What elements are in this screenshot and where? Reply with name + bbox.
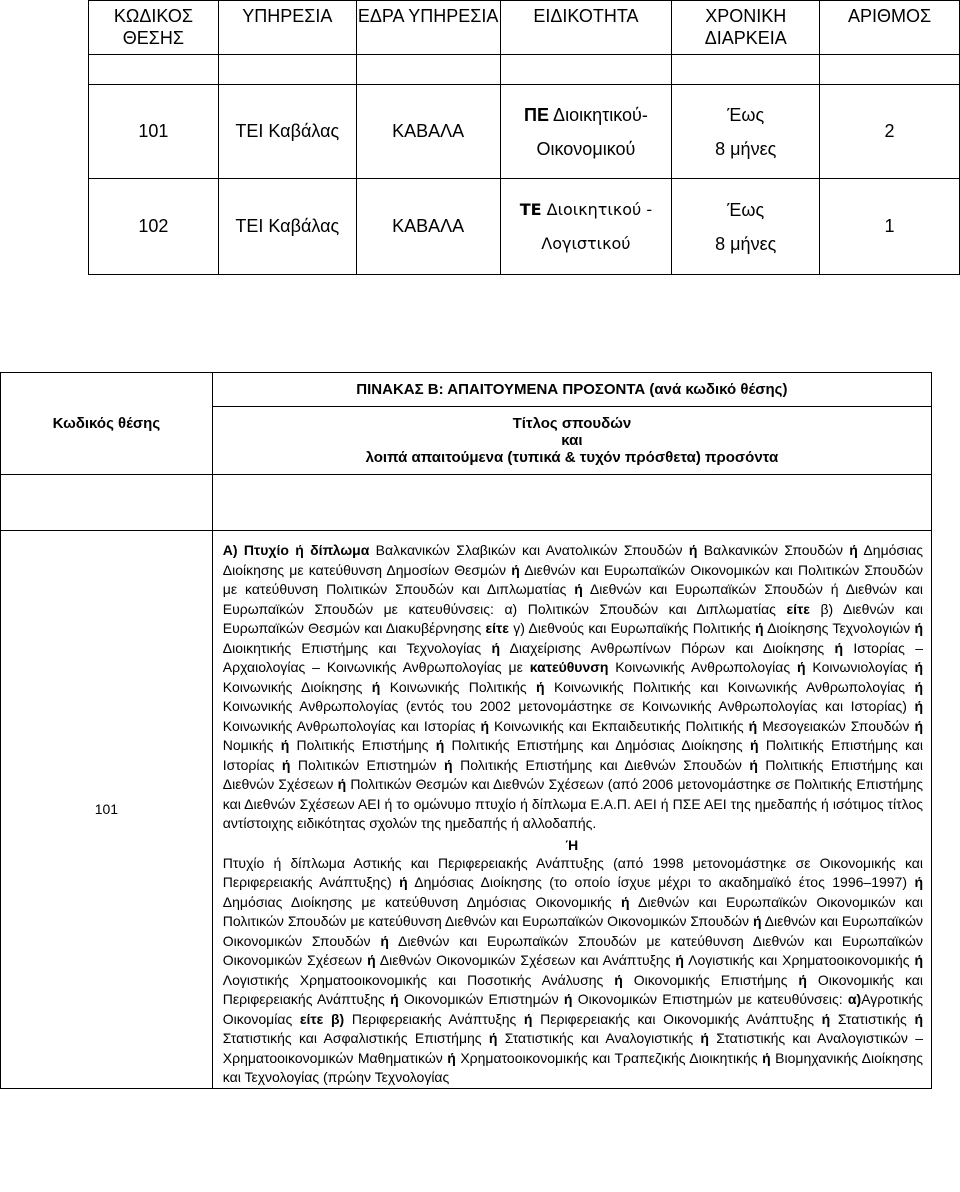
bold-text-run: ή (511, 561, 520, 578)
text-run: Οικονομικών Επιστημών με κατευθύνσεις: (572, 991, 848, 1007)
text-run: Διεθνών και Ευρωπαϊκών Οικονομικών και Πολιτικών Σπουδών με κατεύθυνση Διεθνών και Ευρωπαϊκών Οικονομικών Σπουδών (222, 893, 923, 929)
bold-text-run: ή (444, 756, 453, 773)
text-run: Κοινωνικής και Εκπαιδευτικής Πολιτικής (489, 717, 749, 734)
text-run: Πολιτικών Θεσμών και Διεθνών Σχέσεων (από 2006 μετονομάστηκε σε Πολιτικής Επιστήμης και Διεθνών Σχέσεων ΑΕΙ ή το ομώνυμο πτυχίο ή δίπλωμα Ε.Α.Π. ΑΕΙ ή ΠΣΕ ΑΕΙ της ημεδαπής ή ισότιμος τίτλος αντίστοιχης ειδικότητας σχολών της ημεδαπής ή αλλοδαπής. (222, 776, 923, 831)
bold-text-run: ή (337, 776, 347, 792)
text-run: γ) Διεθνούς και Ευρωπαϊκής Πολιτικής (508, 620, 756, 636)
text-run: Διεθνών και Ευρωπαϊκών Οικονομικών και Πολιτικών Σπουδών με κατεύθυνση Πολιτικών Σπουδών και Διπλωματίας (222, 561, 923, 597)
bold-text-run: ή (798, 971, 807, 988)
specialty-line-2: Λογιστικού (541, 233, 631, 253)
bold-text-run: ή (914, 952, 923, 968)
header-specialty: ΕΙΔΙΚΟΤΗΤΑ (500, 1, 672, 55)
bold-text-run: ή (914, 717, 924, 734)
bold-text-run: ή (914, 659, 924, 675)
bold-text-run: ή (762, 1049, 771, 1066)
bold-text-run: ή (914, 874, 924, 890)
blank-row (1, 475, 932, 531)
seat: ΚΑΒΑΛΑ (356, 179, 500, 275)
text-run: Στατιστικής και Ασφαλιστικής Επιστήμης (222, 1030, 489, 1046)
text-run: Οικονομικών Επιστημών (398, 991, 564, 1007)
text-run: Διεθνών και Ευρωπαϊκών Σπουδών ή Διεθνών και Ευρωπαϊκών Σπουδών με κατευθύνσεις: α) Πολιτικών Σπουδών και Διπλωματίας (222, 581, 923, 617)
text-run: Λογιστικής και Χρηματοοικονομικής (683, 952, 915, 968)
text-run: Πτυχίο ή δίπλωμα Αστικής και Περιφερειακής Ανάπτυξης (από 1998 μετονομάστηκε σε Οικονομικής και Περιφερειακής Ανάπτυξης) (222, 854, 923, 890)
text-run: Στατιστικής και Αναλογιστικών – Χρηματοοικονομικών Μαθηματικών (222, 1030, 923, 1066)
service: ΤΕΙ Καβάλας (218, 85, 356, 179)
bold-text-run: ή (480, 717, 490, 734)
text-run: β) Διεθνών και Ευρωπαϊκών Θεσμών και Διακυβέρνησης (222, 600, 923, 636)
duration (672, 179, 820, 275)
table-row (89, 85, 960, 179)
code-header: Κωδικός θέσης (1, 373, 213, 475)
table-title: ΠΙΝΑΚΑΣ Β: ΑΠΑΙΤΟΥΜΕΝΑ ΠΡΟΣΟΝΤΑ (ανά κωδικό θέσης) (212, 373, 931, 407)
text-run: Δημόσιας Διοίκησης με κατεύθυνση Δημόσιας Οικονομικής (222, 893, 621, 910)
text-run: Διοίκησης Τεχνολογιών (763, 620, 915, 636)
text-run: Κοινωνικής Πολιτικής και Κοινωνικής Ανθρωπολογίας (544, 678, 915, 695)
text-run: Νομικής (222, 737, 281, 753)
text-run: Στατιστικής (830, 1010, 915, 1027)
requirements-paragraph-b (213, 854, 931, 1088)
text-run: Δημόσιας Διοίκησης με κατεύθυνση Δημοσίων Θεσμών (222, 542, 924, 578)
header-service: ΥΠΗΡΕΣΙΑ (218, 1, 356, 55)
bold-text-run: ή (796, 659, 806, 675)
blank-row (89, 55, 960, 85)
subheader-line-1: Τίτλος σπουδών (512, 415, 632, 432)
bold-text-run: ή (447, 1049, 456, 1066)
text-run: Πολιτικής Επιστήμης και Διεθνών Σπουδών (452, 756, 750, 773)
bold-text-run: ή (748, 717, 758, 734)
duration-line-1: Έως (727, 104, 765, 125)
specialty-level: ΠΕ (524, 104, 550, 125)
text-run: Κοινωνικής Ανθρωπολογίας (608, 659, 797, 675)
duration-line-1: Έως (727, 199, 765, 220)
subheader-line-2: και (561, 432, 583, 449)
requirements-table (0, 372, 932, 1089)
specialty (500, 85, 672, 179)
bold-text-run: α) (847, 991, 862, 1007)
bold-text-run: ή (914, 698, 923, 714)
specialty-line-1: Διοικητικού- (553, 104, 648, 125)
bold-text-run: ή (399, 874, 408, 890)
requirements-paragraph-a (213, 531, 931, 834)
position-code: 101 (89, 85, 219, 179)
text-run: Κοινωνιολογίας (805, 659, 915, 675)
text-run: Πολιτικής Επιστήμης και Ιστορίας (222, 737, 924, 773)
specialty-line-2: Οικονομικού (536, 138, 636, 159)
bold-text-run: είτε β) (299, 1010, 345, 1027)
text-run: Διεθνών Οικονομικών Σχέσεων και Ανάπτυξης (375, 952, 676, 968)
count: 1 (820, 179, 960, 275)
bold-text-run: ή (536, 678, 545, 695)
text-run: Διαχείρισης Ανθρωπίνων Πόρων και Διοίκησης (500, 639, 835, 656)
bold-text-run: Α) Πτυχίο ή δίπλωμα (222, 542, 370, 558)
bold-text-run: ή (700, 1030, 709, 1046)
text-run: Πολιτικής Επιστήμης και Διεθνών Σχέσεων (222, 756, 923, 792)
bold-text-run: ή (749, 756, 758, 773)
bold-text-run: ή (281, 756, 291, 773)
specialty (500, 179, 672, 275)
title-subheader (212, 407, 931, 475)
text-run: Βιομηχανικής Διοίκησης και Τεχνολογίας (πρώην Τεχνολογίας (222, 1049, 923, 1085)
text-run: Μεσογειακών Σπουδών (757, 717, 915, 734)
text-run: Κοινωνικής Διοίκησης (222, 678, 372, 695)
header-count: ΑΡΙΘΜΟΣ (820, 1, 960, 55)
text-run: Κοινωνικής Πολιτικής (380, 678, 537, 695)
bold-text-run: ή (914, 620, 924, 636)
text-run: Λογιστικής Χρηματοοικονομικής και Ποσοτικής Ανάλυσης (222, 971, 615, 988)
table-row (89, 179, 960, 275)
bold-text-run: ή (523, 1010, 533, 1027)
table-row (1, 531, 932, 1089)
text-run: Οικονομικής και Περιφερειακής Ανάπτυξης (222, 971, 923, 1007)
text-run: Βαλκανικών Σλαβικών και Ανατολικών Σπουδών (369, 542, 689, 558)
text-run: Περιφερειακής και Οικονομικής Ανάπτυξης (532, 1010, 822, 1027)
bold-text-run: ή (488, 1030, 498, 1046)
bold-text-run: ή (834, 639, 844, 656)
text-run: Ιστορίας – Αρχαιολογίας – Κοινωνικής Ανθρωπολογίας με (222, 639, 923, 675)
subheader-line-3: λοιπά απαιτούμενα (τυπικά & τυχόν πρόσθετα) προσόντα (365, 449, 779, 466)
or-separator: Ή (565, 836, 579, 853)
text-run: Διεθνών και Ευρωπαϊκών Οικονομικών Σπουδών (222, 913, 924, 949)
position-code: 102 (89, 179, 219, 275)
bold-text-run: ή (688, 542, 698, 558)
text-run: Βαλκανικών Σπουδών (697, 542, 850, 558)
count: 2 (820, 85, 960, 179)
bold-text-run: ή (675, 952, 684, 968)
text-run: Πολιτικών Επιστημών (290, 756, 445, 773)
bold-text-run: ή (563, 991, 573, 1007)
bold-text-run: ή (821, 1010, 831, 1027)
specialty-level: ΤΕ (519, 199, 542, 219)
header-position-code: ΚΩΔΙΚΟΣ ΘΕΣΗΣ (89, 1, 219, 55)
bold-text-run: είτε (485, 620, 509, 636)
text-run: Στατιστικής και Αναλογιστικής (497, 1030, 701, 1046)
text-run: Πολιτικής Επιστήμης (289, 737, 436, 753)
bold-text-run: ή (755, 620, 764, 636)
bold-text-run: ή (849, 542, 858, 558)
bold-text-run: ή (280, 737, 290, 753)
bold-text-run: ή (574, 581, 583, 597)
bold-text-run: ή (371, 678, 381, 695)
bold-text-run: ή (620, 893, 630, 910)
bold-text-run: κατεύθυνση (529, 659, 609, 675)
text-run: Διοικητικής Επιστήμης και Τεχνολογίας (222, 639, 492, 656)
bold-text-run: είτε (786, 600, 810, 617)
requirements-text (212, 531, 931, 1089)
text-run: Αγροτικής Οικονομίας (222, 991, 923, 1027)
header-seat: ΕΔΡΑ ΥΠΗΡΕΣΙΑ (356, 1, 500, 55)
duration-line-2: 8 μήνες (715, 233, 777, 254)
bold-text-run: ή (614, 971, 623, 988)
service: ΤΕΙ Καβάλας (218, 179, 356, 275)
bold-text-run: ή (752, 913, 762, 929)
text-run: Πολιτικής Επιστήμης και Δημόσιας Διοίκησης (444, 737, 750, 753)
duration-line-2: 8 μήνες (715, 138, 777, 159)
text-run: Κοινωνικής Ανθρωπολογίας και Ιστορίας (222, 717, 481, 734)
positions-table (88, 0, 960, 275)
bold-text-run: ή (380, 932, 389, 949)
bold-text-run: ή (914, 678, 923, 695)
bold-text-run: ή (914, 1010, 923, 1027)
bold-text-run: ή (749, 737, 759, 753)
text-run: Κοινωνικής Ανθρωπολογίας (εντός του 2002 μετονομάστηκε σε Κοινωνικής Ανθρωπολογίας και Ιστορίας) (222, 698, 915, 714)
header-duration: ΧΡΟΝΙΚΗ ΔΙΑΡΚΕΙΑ (672, 1, 820, 55)
bold-text-run: ή (435, 737, 445, 753)
bold-text-run: ή (390, 991, 399, 1007)
text-run: Οικονομικής Επιστήμης (622, 971, 799, 988)
position-code: 101 (1, 531, 213, 1089)
duration (672, 85, 820, 179)
bold-text-run: ή (367, 952, 376, 968)
text-run: Δημόσιας Διοίκησης (το οποίο ίσχυε μέχρι το ακαδημαϊκό έτος 1996–1997) (407, 874, 915, 890)
text-run: Περιφερειακής Ανάπτυξης (344, 1010, 524, 1027)
text-run: Διεθνών και Ευρωπαϊκών Σπουδών με κατεύθυνση Διεθνών και Ευρωπαϊκών Οικονομικών Σχέσεων (222, 932, 923, 968)
bold-text-run: ή (491, 639, 500, 656)
specialty-line-1: Διοικητικού - (546, 199, 653, 219)
seat: ΚΑΒΑΛΑ (356, 85, 500, 179)
text-run: Χρηματοοικονομικής και Τραπεζικής Διοικητικής (455, 1049, 763, 1066)
